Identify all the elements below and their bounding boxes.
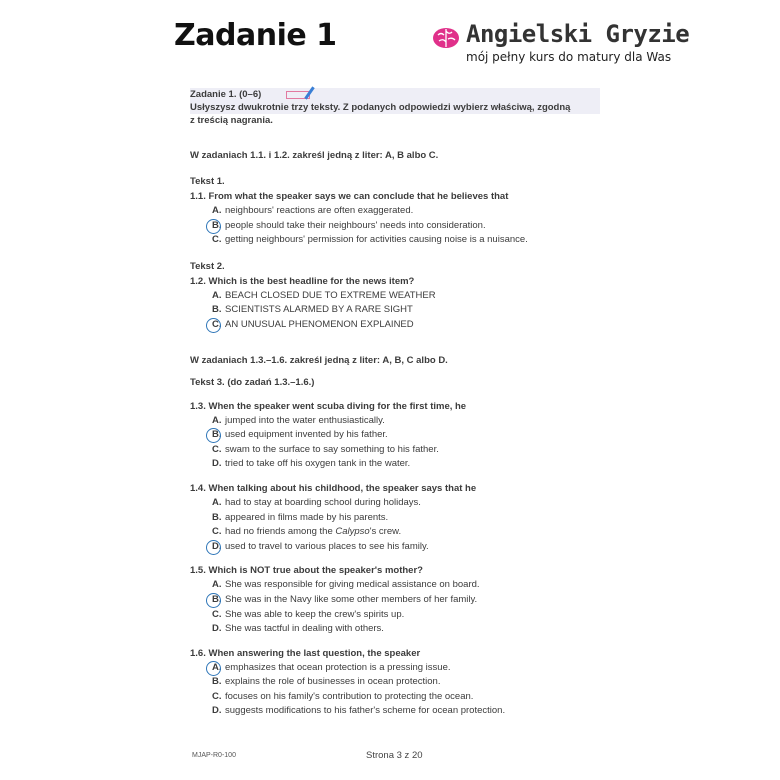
- brand-tagline: mój pełny kurs do matury dla Was: [466, 50, 672, 64]
- option: A. She was responsible for giving medical assistance on board.: [212, 579, 480, 591]
- brand-name: Angielski Gryzie: [466, 20, 690, 48]
- option: B. explains the role of businesses in ocean protection.: [212, 676, 441, 688]
- option: A. neighbours' reactions are often exaggerated.: [212, 205, 414, 216]
- task-instruction-line2: z treścią nagrania.: [190, 115, 273, 126]
- option-circled: A. emphasizes that ocean protection is a pressing issue.: [190, 661, 630, 676]
- brain-icon: [432, 26, 460, 50]
- question: 1.4. When talking about his childhood, the speaker says that he: [190, 482, 477, 494]
- option: C. She was able to keep the crew's spirits up.: [212, 608, 405, 620]
- option-circled: C. AN UNUSUAL PHENOMENON EXPLAINED: [190, 318, 630, 333]
- option-circled: D. used to travel to various places to see his family.: [190, 540, 630, 555]
- question: 1.6. When answering the last question, the speaker: [190, 647, 421, 659]
- brand-logo: [432, 20, 762, 70]
- task-instruction-line1: Usłyszysz dwukrotnie trzy teksty. Z podanych odpowiedzi wybierz właściwą, zgodną: [190, 102, 571, 113]
- answer-circle: [206, 593, 221, 608]
- answer-circle: [206, 219, 221, 234]
- option: D. suggests modifications to his father's scheme for ocean protection.: [212, 705, 506, 717]
- task-title: Zadanie 1. (0–6): [190, 89, 262, 100]
- text-label: Tekst 1.: [190, 176, 225, 187]
- question: 1.5. Which is NOT true about the speaker's mother?: [190, 565, 423, 577]
- option-circled: B. people should take their neighbours' needs into consideration.: [190, 219, 630, 234]
- exam-document: [190, 88, 630, 719]
- instruction-b: W zadaniach 1.3.–1.6. zakreśl jedną z liter: A, B, C albo D.: [190, 354, 448, 366]
- option: A. BEACH CLOSED DUE TO EXTREME WEATHER: [212, 289, 436, 301]
- option: D. She was tactful in dealing with others.: [212, 623, 384, 635]
- answer-circle: [206, 661, 221, 676]
- answer-circle: [206, 318, 221, 333]
- option: C. focuses on his family's contribution to protecting the ocean.: [212, 690, 474, 702]
- answer-circle: [206, 540, 221, 555]
- question: 1.2. Which is the best headline for the news item?: [190, 275, 415, 287]
- question: 1.3. When the speaker went scuba diving for the first time, he: [190, 400, 467, 412]
- task-header: [190, 88, 600, 114]
- option-circled: B. used equipment invented by his father.: [190, 428, 630, 443]
- instruction-a: W zadaniach 1.1. i 1.2. zakreśl jedną z liter: A, B albo C.: [190, 150, 439, 161]
- text-label: Tekst 2.: [190, 260, 225, 272]
- text-label: Tekst 3. (do zadań 1.3.–1.6.): [190, 376, 315, 388]
- page-title: Zadanie 1: [174, 18, 337, 53]
- option: C. swam to the surface to say something to his father.: [212, 443, 439, 455]
- option: A. had to stay at boarding school during holidays.: [212, 496, 421, 508]
- option: B. appeared in films made by his parents.: [212, 511, 389, 523]
- option: C. had no friends among the Calypso's crew.: [212, 526, 402, 538]
- question: 1.1. From what the speaker says we can conclude that he believes that: [190, 191, 509, 202]
- option: C. getting neighbours' permission for activities causing noise is a nuisance.: [212, 234, 528, 246]
- option: A. jumped into the water enthusiastically.: [212, 414, 385, 426]
- option: D. tried to take off his oxygen tank in the water.: [212, 458, 411, 470]
- document-code: MJAP-R0-100: [192, 752, 236, 759]
- option: B. SCIENTISTS ALARMED BY A RARE SIGHT: [212, 304, 413, 316]
- option-circled: B. She was in the Navy like some other members of her family.: [190, 593, 630, 608]
- page-number: Strona 3 z 20: [366, 750, 423, 761]
